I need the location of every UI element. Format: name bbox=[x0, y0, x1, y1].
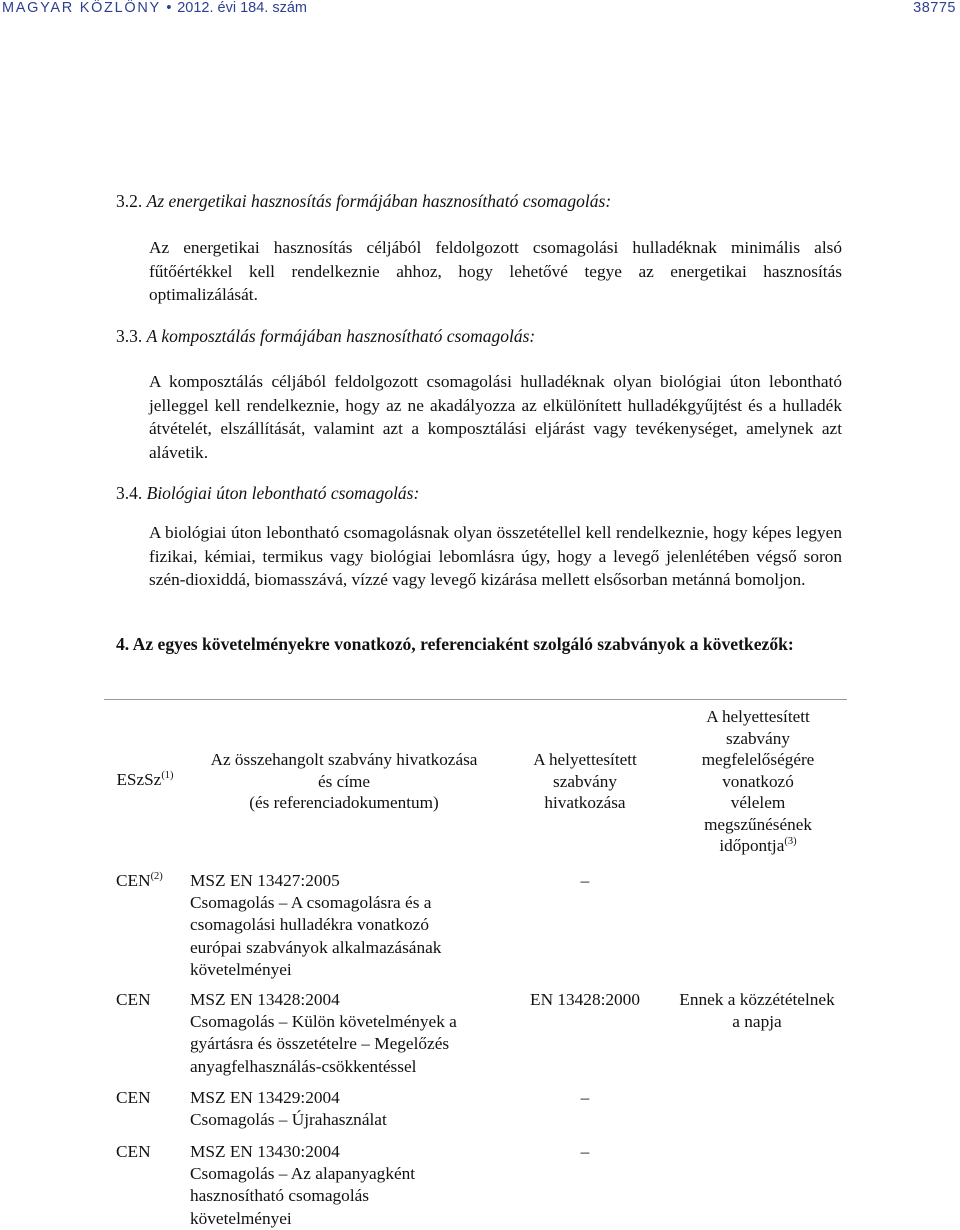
header-replaced-line: szabvány bbox=[553, 771, 617, 791]
row-2-standard bbox=[190, 989, 520, 1078]
row-1-standard bbox=[190, 870, 510, 981]
header-replaced bbox=[505, 749, 665, 814]
header-cessation-line: vélelem bbox=[730, 793, 786, 812]
section-title: Biológiai úton lebontható csomagolás: bbox=[146, 483, 420, 503]
header-cessation-line: megfelelőségére bbox=[701, 750, 815, 769]
cessation-line: Ennek a közzétételnek bbox=[679, 990, 835, 1009]
standard-line: Csomagolás – Újrahasználat bbox=[190, 1110, 387, 1130]
cessation-line: a napja bbox=[732, 1012, 782, 1032]
standard-line: hasznosítható csomagolás bbox=[190, 1186, 370, 1206]
footnote-ref: (2) bbox=[150, 871, 163, 882]
eszsz-value: CEN bbox=[116, 871, 151, 890]
header-cessation-line bbox=[668, 835, 848, 857]
header-bullet: • bbox=[166, 0, 172, 16]
header-standard bbox=[184, 749, 504, 814]
footnote-ref: (3) bbox=[784, 836, 797, 847]
section-number: 3.4. bbox=[116, 483, 143, 503]
standard-line: csomagolási hulladékra vonatkozó bbox=[190, 915, 429, 935]
standard-line: anyagfelhasználás-csökkentéssel bbox=[190, 1056, 417, 1076]
journal-title: MAGYAR KÖZLÖNY bbox=[2, 0, 161, 16]
section-title: A komposztálás formájában hasznosítható csomagolás: bbox=[146, 326, 536, 346]
row-2-replaced: EN 13428:2000 bbox=[530, 990, 640, 1009]
header-cessation-line: megszűnésének bbox=[704, 814, 812, 834]
standard-line: Csomagolás – Az alapanyagként bbox=[190, 1164, 416, 1184]
standard-line: MSZ EN 13430:2004 bbox=[190, 1142, 340, 1161]
standard-line: Csomagolás – A csomagolásra és a bbox=[190, 893, 432, 913]
row-1-eszsz bbox=[116, 870, 163, 892]
standard-line: MSZ EN 13428:2004 bbox=[190, 990, 340, 1009]
row-2-cessation bbox=[664, 989, 850, 1033]
section-3-3-heading bbox=[116, 326, 535, 347]
row-2-eszsz: CEN bbox=[116, 990, 151, 1009]
section-3-2-text: Az energetikai hasznosítás céljából feldolgozott csomagolási hulladéknak minimális alsó fűtőértékkel kell rendelkeznie ahhoz, hogy lehetővé tegye az energetikai hasznosítás optimalizálását. bbox=[149, 238, 842, 305]
section-4-heading: 4. Az egyes követelményekre vonatkozó, referenciaként szolgáló szabványok a következők: bbox=[116, 634, 794, 654]
header-cessation bbox=[668, 706, 848, 857]
section-number: 3.2. bbox=[116, 191, 143, 211]
standard-line: európai szabványok alkalmazásának bbox=[190, 937, 442, 957]
header-eszsz bbox=[100, 769, 190, 791]
header-replaced-line: A helyettesített bbox=[533, 750, 637, 769]
section-3-3-text: A komposztálás céljából feldolgozott csomagolási hulladéknak olyan biológiai úton lebontható jelleggel kell rendelkeznie, hogy az ne akadályozza az elkülönített hulladékgyűjtést és a hulladék átvételét, elszállítását, valamint azt a komposztálási eljárást vagy tevékenységet, amelynek azt alávetik. bbox=[149, 372, 842, 462]
header-journal-info bbox=[2, 0, 307, 16]
header-standard-line: és címe bbox=[317, 771, 371, 791]
standard-line: gyártásra és összetételre – Megelőzés bbox=[190, 1034, 450, 1054]
header-cessation-line: vonatkozó bbox=[722, 771, 794, 791]
issue-label: 2012. évi 184. szám bbox=[177, 0, 307, 16]
header-cessation-line: szabvány bbox=[726, 728, 790, 748]
header-cessation-line: A helyettesített bbox=[706, 707, 810, 726]
row-1-replaced: – bbox=[580, 871, 590, 890]
standard-line: MSZ EN 13427:2005 bbox=[190, 871, 340, 890]
section-3-4-heading bbox=[116, 483, 419, 504]
section-title: Az energetikai hasznosítás formájában hasznosítható csomagolás: bbox=[146, 191, 612, 211]
running-header bbox=[0, 0, 960, 20]
standard-line: MSZ EN 13429:2004 bbox=[190, 1088, 340, 1107]
table-top-rule bbox=[104, 699, 847, 700]
standard-line: Csomagolás – Külön követelmények a bbox=[190, 1012, 457, 1032]
section-3-4-text: A biológiai úton lebontható csomagolásnak olyan összetétellel kell rendelkeznie, hogy képes legyen fizikai, kémiai, termikus vagy biológiai lebomlásra úgy, hogy a levegő jelenlétében végső soron szén-dioxiddá, biomasszává, vízzé vagy levegő kizárása mellett elsősorban metánná bomoljon. bbox=[149, 523, 842, 590]
row-4-replaced: – bbox=[580, 1142, 590, 1161]
row-3-eszsz: CEN bbox=[116, 1088, 151, 1107]
section-number: 3.3. bbox=[116, 326, 143, 346]
footnote-ref: (1) bbox=[161, 770, 174, 781]
standard-line: követelményei bbox=[190, 1208, 292, 1228]
standard-line: követelményei bbox=[190, 959, 292, 979]
header-standard-line: (és referenciadokumentum) bbox=[249, 793, 439, 812]
section-3-2-heading bbox=[116, 191, 611, 212]
page-number: 38775 bbox=[913, 0, 956, 16]
row-4-eszsz: CEN bbox=[116, 1142, 151, 1161]
row-4-standard bbox=[190, 1141, 510, 1230]
row-3-replaced: – bbox=[580, 1088, 590, 1107]
header-eszsz-label: ESzSz bbox=[116, 770, 162, 789]
header-standard-line: Az összehangolt szabvány hivatkozása bbox=[210, 750, 478, 769]
header-cessation-last: időpontja bbox=[719, 836, 785, 855]
header-replaced-line: hivatkozása bbox=[544, 793, 626, 812]
row-3-standard bbox=[190, 1087, 510, 1131]
